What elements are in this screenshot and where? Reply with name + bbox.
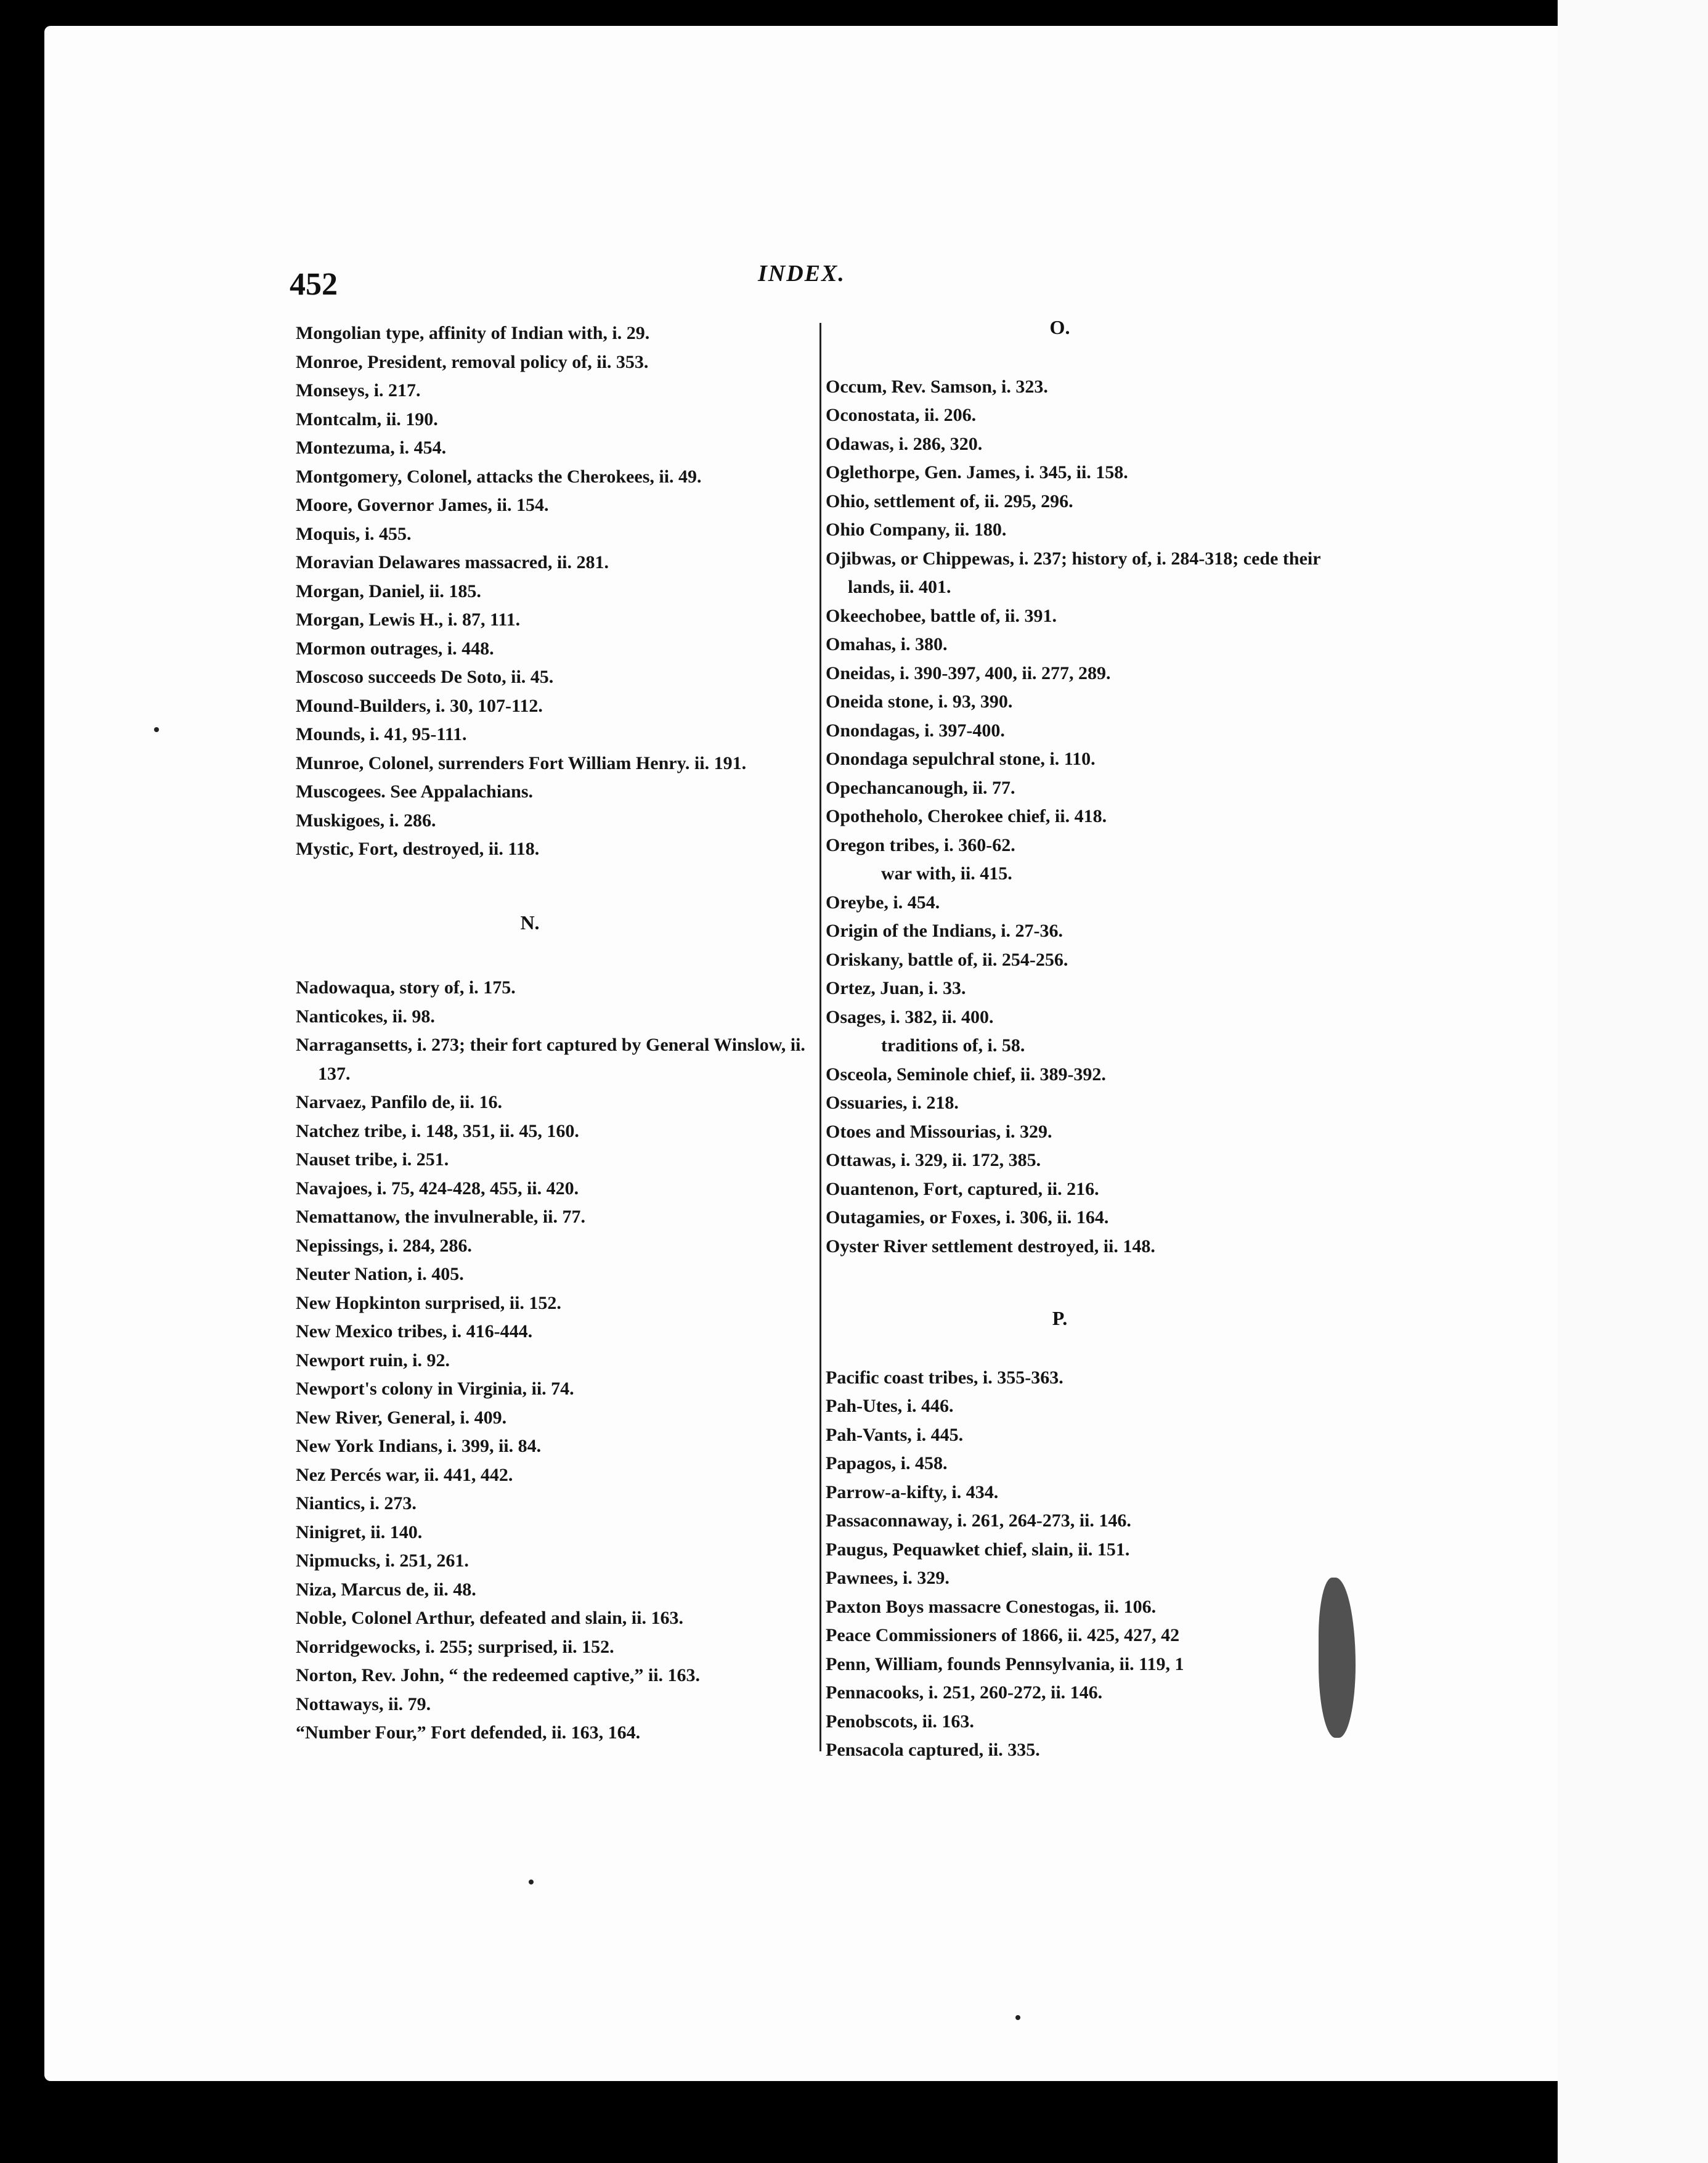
scan-speck <box>1015 2015 1020 2020</box>
index-entry: Oreybe, i. 454. <box>826 892 940 913</box>
index-entry: Mystic, Fort, destroyed, ii. 118. <box>296 839 540 859</box>
index-entry: Newport ruin, i. 92. <box>296 1350 450 1371</box>
index-entry: Passaconnaway, i. 261, 264-273, ii. 146. <box>826 1510 1131 1531</box>
index-entry: Oneidas, i. 390-397, 400, ii. 277, 289. <box>826 662 1111 683</box>
adjacent-page-edge <box>1558 0 1708 2163</box>
index-entry: Moore, Governor James, ii. 154. <box>296 495 549 515</box>
index-entry: Oyster River settlement destroyed, ii. 148. <box>826 1236 1155 1257</box>
index-entry: Occum, Rev. Samson, i. 323. <box>826 376 1048 397</box>
index-entry: Pacific coast tribes, i. 355-363. <box>826 1367 1063 1388</box>
index-entry: Otoes and Missourias, i. 329. <box>826 1121 1052 1142</box>
index-entry: Navajoes, i. 75, 424-428, 455, ii. 420. <box>296 1178 579 1199</box>
index-entry: Nottaways, ii. 79. <box>296 1693 431 1714</box>
left-column <box>296 319 844 1748</box>
index-entry: New River, General, i. 409. <box>296 1407 507 1428</box>
index-entry: Nez Percés war, ii. 441, 442. <box>296 1464 513 1485</box>
index-entry: Ortez, Juan, i. 33. <box>826 978 966 998</box>
index-entry: Neuter Nation, i. 405. <box>296 1264 464 1284</box>
index-subentry: traditions of, i. 58. <box>881 1035 1025 1056</box>
index-subentry: war with, ii. 415. <box>881 863 1012 884</box>
index-entry: Pennacooks, i. 251, 260-272, ii. 146. <box>826 1682 1103 1703</box>
index-entry: Norridgewocks, i. 255; surprised, ii. 152. <box>296 1636 614 1657</box>
index-entry: Pah-Utes, i. 446. <box>826 1396 954 1416</box>
index-entry: Munroe, Colonel, surrenders Fort William Henry. ii. 191. <box>296 752 747 773</box>
index-entry: New Hopkinton surprised, ii. 152. <box>296 1292 561 1313</box>
index-entry: Paxton Boys massacre Conestogas, ii. 106. <box>826 1596 1157 1617</box>
index-entry: Moquis, i. 455. <box>296 523 412 544</box>
index-entry: Mormon outrages, i. 448. <box>296 638 494 659</box>
index-entry: Mounds, i. 41, 95-111. <box>296 724 467 744</box>
index-entry: Nadowaqua, story of, i. 175. <box>296 977 516 998</box>
index-entry: Oneida stone, i. 93, 390. <box>826 691 1013 712</box>
index-entry: Mongolian type, affinity of Indian with, i. 29. <box>296 323 650 343</box>
index-entry: Niza, Marcus de, ii. 48. <box>296 1579 476 1600</box>
section-letter-o: O. <box>1049 316 1070 338</box>
index-entry: Moravian Delawares massacred, ii. 281. <box>296 552 609 572</box>
index-entry: Ossuaries, i. 218. <box>826 1093 959 1113</box>
index-entry: Monroe, President, removal policy of, ii. 353. <box>296 351 649 372</box>
section-spacer <box>826 342 1374 373</box>
index-entry: Opechancanough, ii. 77. <box>826 777 1015 798</box>
index-entry: Oregon tribes, i. 360-62. <box>826 834 1015 855</box>
index-entry: Newport's colony in Virginia, ii. 74. <box>296 1379 574 1399</box>
index-entry: Oconostata, ii. 206. <box>826 405 977 425</box>
index-entry: Ouantenon, Fort, captured, ii. 216. <box>826 1178 1099 1199</box>
index-entry: Oriskany, battle of, ii. 254-256. <box>826 949 1068 970</box>
index-entry: Narvaez, Panfilo de, ii. 16. <box>296 1092 502 1112</box>
index-entry: Penn, William, founds Pennsylvania, ii. 119, 1 <box>826 1653 1184 1674</box>
index-entry: “Number Four,” Fort defended, ii. 163, 164. <box>296 1722 641 1743</box>
index-entry: Opotheholo, Cherokee chief, ii. 418. <box>826 806 1107 826</box>
scan-speck <box>154 727 159 732</box>
index-entry: Omahas, i. 380. <box>826 634 948 654</box>
right-column <box>826 313 1374 1765</box>
index-entry: Ottawas, i. 329, ii. 172, 385. <box>826 1150 1041 1170</box>
index-entry: Monseys, i. 217. <box>296 380 421 401</box>
page-number: 452 <box>290 267 338 302</box>
index-entry: Outagamies, or Foxes, i. 306, ii. 164. <box>826 1207 1109 1228</box>
index-entry: Penobscots, ii. 163. <box>826 1711 974 1732</box>
index-entry: Pah-Vants, i. 445. <box>826 1424 964 1445</box>
running-head: INDEX. <box>758 261 845 287</box>
section-spacer <box>296 864 844 908</box>
index-entry: Oglethorpe, Gen. James, i. 345, ii. 158. <box>826 462 1128 483</box>
index-entry: Nipmucks, i. 251, 261. <box>296 1550 469 1571</box>
index-entry: Osceola, Seminole chief, ii. 389-392. <box>826 1064 1106 1085</box>
index-entry: Osages, i. 382, ii. 400. <box>826 1006 994 1027</box>
index-entry: Nauset tribe, i. 251. <box>296 1149 449 1170</box>
index-entry: Pawnees, i. 329. <box>826 1568 950 1588</box>
index-entry: Parrow-a-kifty, i. 434. <box>826 1481 999 1502</box>
index-entry: Okeechobee, battle of, ii. 391. <box>826 605 1057 626</box>
index-entry: Nanticokes, ii. 98. <box>296 1006 435 1027</box>
index-entry: Norton, Rev. John, “ the redeemed captive,” ii. 163. <box>296 1665 701 1685</box>
index-entry: Peace Commissioners of 1866, ii. 425, 427, 42 <box>826 1625 1180 1645</box>
index-entry: Montezuma, i. 454. <box>296 438 447 458</box>
section-letter-n: N. <box>520 911 540 934</box>
index-entry: Onondagas, i. 397-400. <box>826 720 1005 741</box>
index-entry: Niantics, i. 273. <box>296 1493 417 1513</box>
index-entry: New York Indians, i. 399, ii. 84. <box>296 1436 542 1456</box>
index-entry: Montgomery, Colonel, attacks the Cherokees, ii. 49. <box>296 466 702 487</box>
section-spacer <box>826 1261 1374 1304</box>
index-entry: Morgan, Daniel, ii. 185. <box>296 580 481 601</box>
index-entry: Muscogees. See Appalachians. <box>296 781 534 802</box>
index-entry: Natchez tribe, i. 148, 351, ii. 45, 160. <box>296 1120 579 1141</box>
index-entry: Nepissings, i. 284, 286. <box>296 1235 472 1256</box>
index-entry: Narragansetts, i. 273; their fort captured by General Winslow, ii. 137. <box>296 1035 805 1084</box>
index-entry: Montcalm, ii. 190. <box>296 409 438 430</box>
index-entry: Noble, Colonel Arthur, defeated and slain, ii. 163. <box>296 1608 683 1628</box>
index-entry: Morgan, Lewis H., i. 87, 111. <box>296 609 521 630</box>
index-entry: New Mexico tribes, i. 416-444. <box>296 1321 533 1342</box>
index-entry: Origin of the Indians, i. 27-36. <box>826 921 1063 941</box>
index-entry: Papagos, i. 458. <box>826 1453 948 1473</box>
section-spacer <box>826 1333 1374 1364</box>
index-entry: Odawas, i. 286, 320. <box>826 433 983 454</box>
index-entry: Moscoso succeeds De Soto, ii. 45. <box>296 667 554 687</box>
index-entry: Mound-Builders, i. 30, 107-112. <box>296 695 543 716</box>
index-entry: Ninigret, ii. 140. <box>296 1521 423 1542</box>
index-entry: Nemattanow, the invulnerable, ii. 77. <box>296 1207 585 1227</box>
index-entry: Ohio Company, ii. 180. <box>826 519 1007 540</box>
index-entry: Ojibwas, or Chippewas, i. 237; history of, i. 284-318; cede their lands, ii. 401. <box>826 548 1321 597</box>
index-entry: Muskigoes, i. 286. <box>296 810 436 831</box>
scan-speck <box>529 1880 534 1884</box>
index-entry: Ohio, settlement of, ii. 295, 296. <box>826 491 1073 511</box>
index-entry: Paugus, Pequawket chief, slain, ii. 151. <box>826 1539 1130 1560</box>
section-letter-p: P. <box>1052 1307 1068 1329</box>
index-entry: Pensacola captured, ii. 335. <box>826 1740 1040 1760</box>
section-spacer <box>296 937 844 974</box>
index-entry: Onondaga sepulchral stone, i. 110. <box>826 749 1096 769</box>
